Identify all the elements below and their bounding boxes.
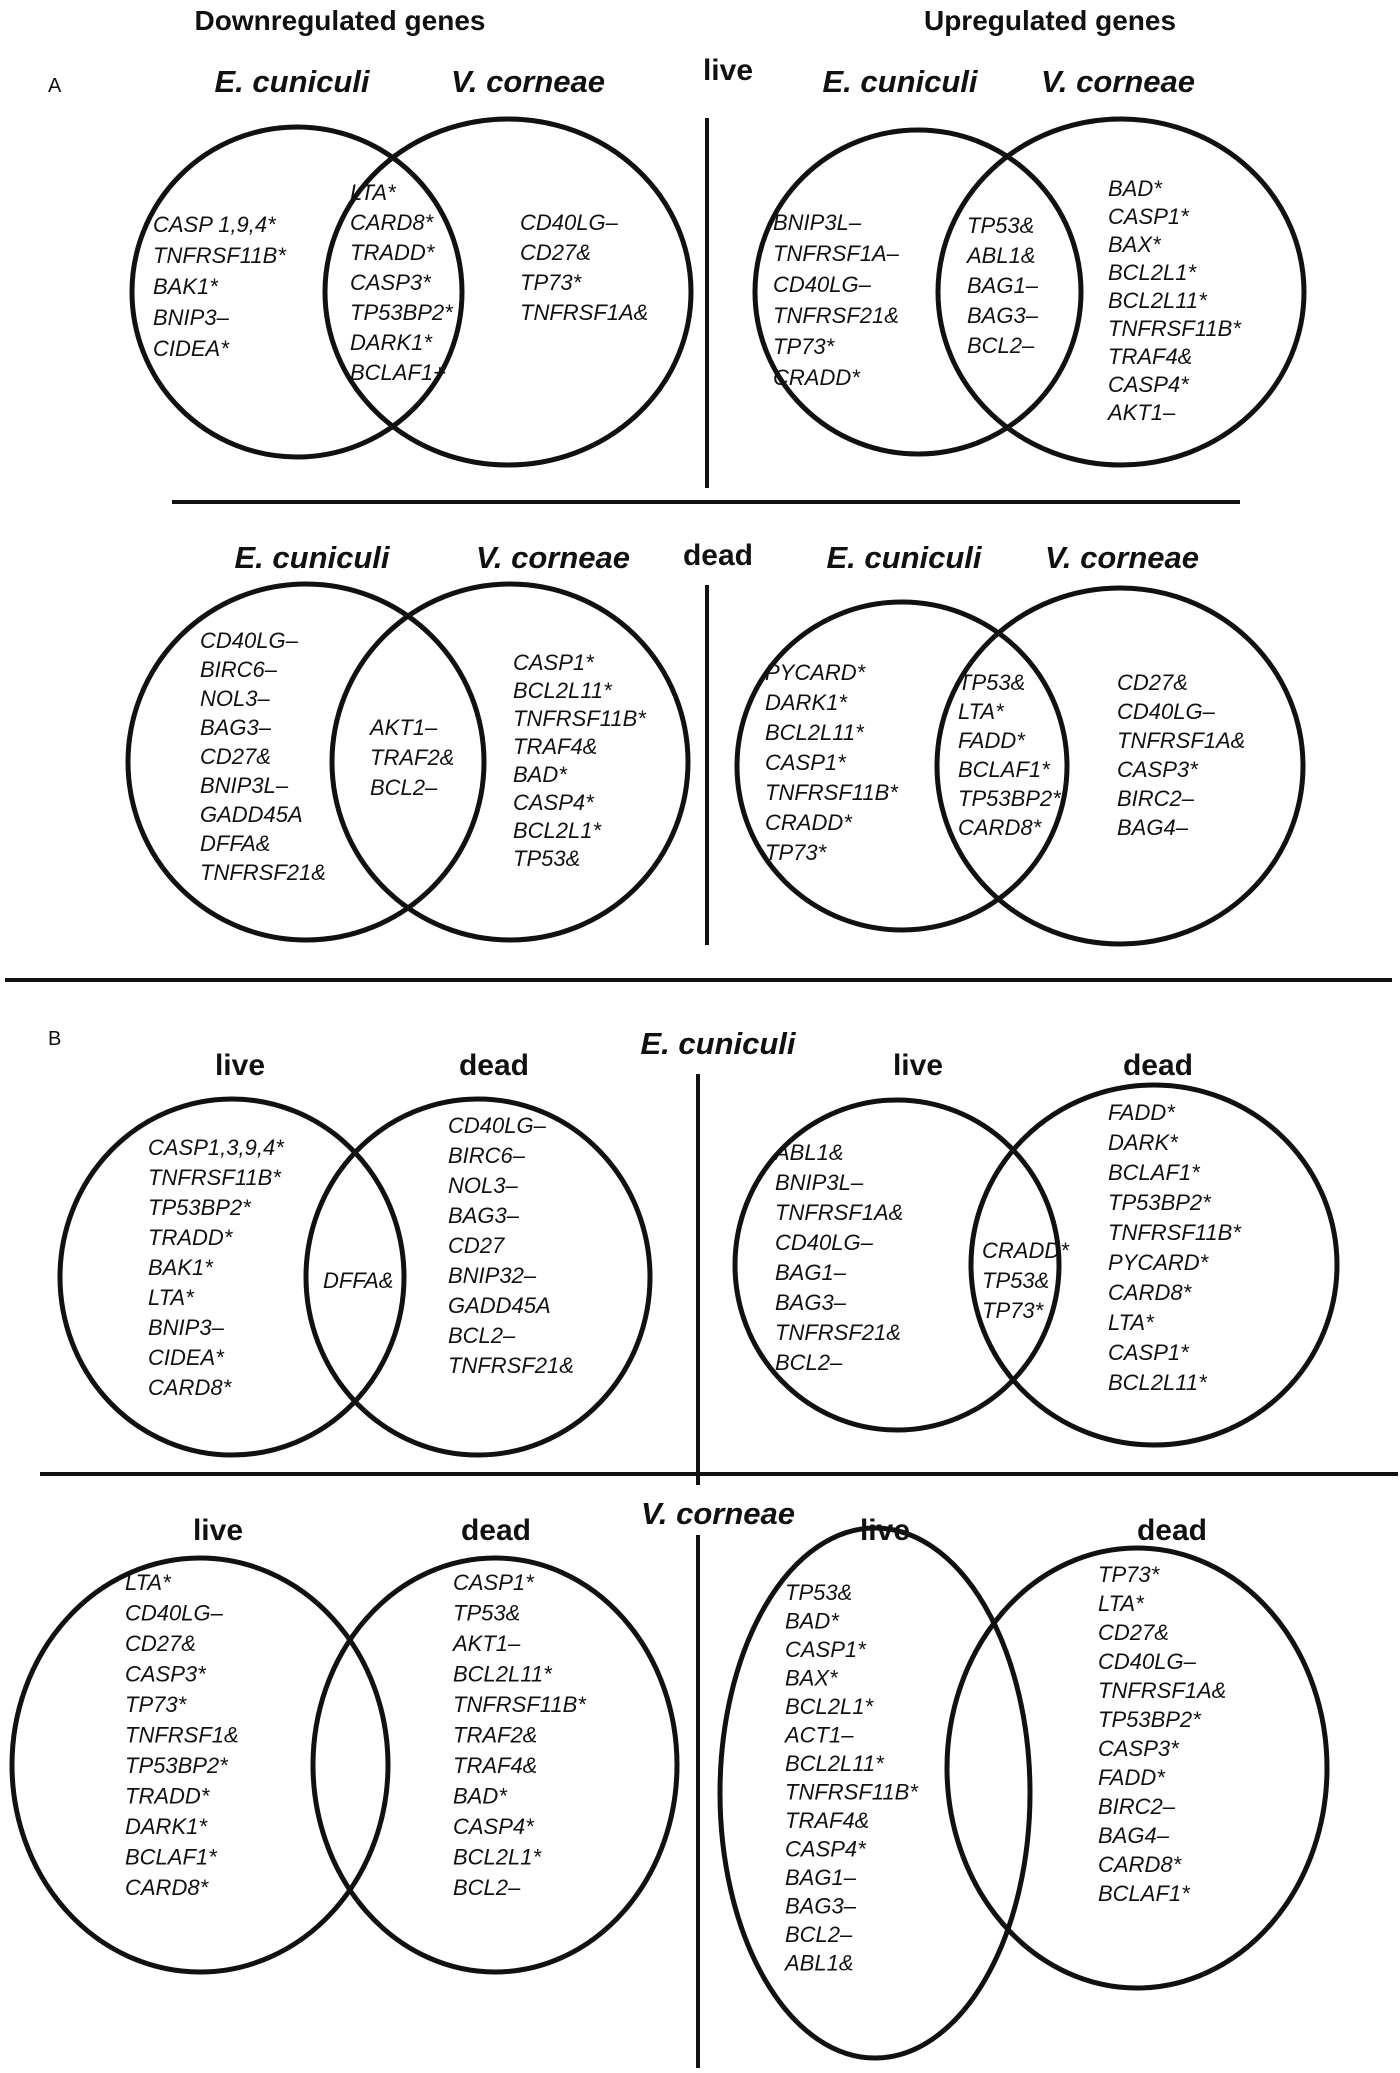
pb-ecun-down-right-only-gene-list [448,1113,574,1378]
gene-label: BCL2L11* [765,720,864,745]
gene-label: BNIP32– [448,1263,537,1288]
gene-label: ABL1& [775,1140,844,1165]
row-label-dead: dead [682,539,754,572]
gene-label: TP53BP2* [1108,1190,1211,1215]
venn-dead-up-right-title: V. corneae [1045,540,1199,575]
gene-label: BAG1– [785,1865,856,1890]
venn-live-up-left-title: E. cuniculi [822,64,978,99]
gene-label: BAG3– [448,1203,519,1228]
gene-label: CD27& [1098,1620,1169,1645]
gene-label: TRADD* [148,1225,233,1250]
gene-label: BIRC2– [1117,786,1195,811]
row-label-ecuniculi: E. cuniculi [640,1026,796,1061]
gene-label: CASP1* [1108,1340,1189,1365]
gene-label: CD27& [125,1631,196,1656]
pa-live-down-right-only-gene-list [520,210,648,325]
gene-label: TNFRSF11B* [453,1692,586,1717]
gene-label: BAG3– [200,715,271,740]
venn-live-down-left-title: E. cuniculi [214,64,370,99]
gene-label: CD27& [1117,670,1188,695]
gene-label: BAD* [513,762,567,787]
gene-label: TNFRSF1A– [773,241,899,266]
venn-dead-down-right-title: V. corneae [476,540,630,575]
gene-label: CASP3* [350,270,431,295]
gene-label: BCL2– [448,1323,516,1348]
gene-label: TNFRSF21& [200,860,326,885]
gene-label: TNFRSF21& [775,1320,901,1345]
gene-label: TRAF4& [453,1753,538,1778]
gene-label: DARK1* [125,1814,207,1839]
header-upregulated: Upregulated genes [923,5,1177,36]
header-downregulated: Downregulated genes [194,5,486,36]
gene-label: BCL2– [967,333,1035,358]
gene-label: PYCARD* [765,660,866,685]
venn-ecuniculi-up [735,1049,1337,1445]
gene-label: BCL2L11* [1108,1370,1207,1395]
gene-label: BCL2L11* [453,1661,552,1687]
gene-label: CASP4* [453,1814,534,1839]
gene-label: CD40LG– [1098,1649,1196,1674]
gene-label: CD27 [448,1233,505,1258]
gene-label: TP73* [765,840,827,865]
pb-vcor-down-left-only-gene-list [125,1570,239,1900]
venn-live-down-right-title: V. corneae [451,64,605,99]
gene-label: TNFRSF11B* [153,243,286,268]
gene-label: TRAF4& [785,1808,870,1833]
gene-label: GADD45A [448,1293,551,1318]
gene-label: TP53& [982,1268,1050,1293]
gene-label: FADD* [1098,1765,1165,1790]
gene-label: TP53BP2* [1098,1707,1201,1732]
gene-label: DARK1* [765,690,847,715]
gene-label: BAX* [785,1665,838,1691]
gene-label: BNIP3L– [200,773,289,798]
gene-label: TRAF4& [1108,344,1193,369]
pa-dead-up-right-only-gene-list [1117,670,1245,840]
gene-label: TP53& [785,1580,853,1605]
gene-label: TP53BP2* [125,1753,228,1778]
gene-label: TP53& [967,213,1035,238]
panel-a-letter: A [48,75,62,97]
gene-label: FADD* [958,728,1025,753]
gene-label: CASP1* [513,650,594,675]
gene-label: CARD8* [1098,1852,1182,1877]
gene-label: BCL2– [775,1350,843,1375]
gene-label: BIRC6– [200,657,278,682]
gene-label: TNFRSF21& [448,1353,574,1378]
gene-label: AKT1– [370,715,438,740]
gene-label: BAK1* [153,274,218,299]
pb-ecun-down-left-only-gene-list [148,1135,285,1400]
pa-live-up-overlap-gene-list [965,213,1039,358]
gene-label: BCL2L11* [513,678,612,703]
gene-label: FADD* [1108,1100,1175,1125]
gene-label: CASP4* [513,790,594,815]
gene-label: AKT1– [453,1631,521,1656]
gene-label: PYCARD* [1108,1250,1209,1275]
gene-label: CRADD* [773,365,860,390]
venn-ecuniculi-down-right-title: dead [458,1049,530,1082]
gene-label: LTA* [1098,1591,1144,1616]
venn-vcorneae-up-left-title: live [859,1514,911,1547]
gene-label: CD40LG– [775,1230,873,1255]
gene-label: BAG1– [775,1260,846,1285]
gene-label: TNFRSF1A& [1098,1678,1227,1703]
gene-label: CASP3* [1117,757,1198,782]
gene-label: CASP3* [1098,1736,1179,1761]
gene-label: BAK1* [148,1255,213,1280]
gene-label: BAG4– [1117,815,1188,840]
gene-label: BAD* [453,1783,507,1809]
venn-vcorneae-down [12,1514,677,1972]
pa-dead-up-left-only-gene-list [765,660,899,865]
gene-label: ABL1& [785,1950,854,1976]
gene-label: CD27& [520,240,591,265]
gene-label: BCLAF1+ [350,360,446,385]
pb-vcor-up-right-only-gene-list [1098,1562,1226,1906]
venn-live-up [755,64,1304,465]
pb-ecun-up-left-only-gene-list [773,1140,903,1375]
venn-ecuniculi-up-right-title: dead [1122,1049,1194,1082]
gene-label: BNIP3– [153,305,229,330]
gene-label: CARD8* [125,1875,209,1900]
gene-label: LTA* [125,1570,171,1595]
venn-ecuniculi-down [60,1049,650,1455]
gene-label: CRADD* [982,1238,1069,1263]
gene-label: LTA* [350,180,396,205]
gene-label: BCL2– [370,775,438,800]
gene-label: BCLAF1* [125,1844,217,1870]
venn-vcorneae-down-right-title: dead [460,1514,532,1547]
gene-label: BAX* [1108,232,1161,257]
gene-label: DARK* [1108,1130,1178,1155]
gene-label: BCLAF1* [958,757,1050,782]
gene-label: TP73* [520,270,582,295]
gene-label: ACT1– [785,1722,854,1748]
gene-label: BCL2L1* [513,818,602,843]
gene-label: BAG4– [1098,1823,1169,1848]
gene-label: BCL2L11* [1108,288,1207,313]
gene-label: NOL3– [200,686,270,711]
pb-vcor-up-left-only-gene-list [783,1580,919,1976]
gene-label: BAD* [1108,176,1162,201]
gene-label: BNIP3– [148,1315,224,1340]
gene-label: AKT1– [1108,400,1176,425]
gene-label: ABL1& [967,243,1036,268]
gene-label: TNFRSF1A& [775,1200,904,1225]
gene-label: TP53BP2* [350,300,453,325]
gene-label: TP73* [1098,1562,1160,1587]
gene-label: TP53& [453,1600,521,1626]
pa-dead-up-overlap-gene-list [958,670,1062,840]
gene-label: TNFRSF11B* [1108,316,1241,341]
gene-label: CD27& [200,744,271,769]
gene-label: LTA* [1108,1310,1154,1335]
gene-label: DFFA& [323,1268,394,1293]
gene-label: BCL2– [453,1875,521,1900]
gene-label: TNFRSF21& [773,303,899,328]
gene-label: CASP1,3,9,4* [148,1135,284,1160]
gene-label: LTA* [148,1285,194,1310]
pb-ecun-up-right-only-gene-list [1108,1100,1242,1395]
gene-label: CARD8* [350,210,434,235]
gene-label: TNFRSF1A& [1117,728,1246,753]
gene-label: TP53BP2* [148,1195,251,1220]
row-label-live: live [702,54,754,87]
panel-b-letter: B [48,1028,62,1050]
gene-label: CIDEA* [148,1345,224,1370]
gene-label: CASP1* [1108,204,1189,229]
gene-label: TRAF2& [453,1722,538,1748]
gene-label: CD40LG– [448,1113,546,1138]
gene-label: CD40LG– [773,272,871,297]
gene-label: CD40LG– [520,210,618,235]
gene-label: CASP3* [125,1661,206,1687]
gene-label: BAG3– [967,303,1038,328]
gene-label: CD40LG– [125,1600,223,1626]
venn-vcorneae-up-right-title: dead [1136,1514,1208,1547]
gene-label: BAG3– [775,1290,846,1315]
gene-label: TNFRSF11B* [148,1165,281,1190]
gene-label: DARK1* [350,330,432,355]
pb-vcor-down-right-only-gene-list [451,1570,587,1900]
gene-label: LTA* [958,699,1004,724]
gene-label: BNIP3L– [775,1170,864,1195]
gene-label: CARD8* [1108,1280,1192,1305]
gene-label: TP53& [958,670,1026,695]
venn-ecuniculi-up-left-title: live [892,1049,944,1082]
gene-label: TNFRSF1A& [520,300,649,325]
gene-label: TP53& [513,846,581,871]
gene-label: DFFA& [200,831,271,856]
gene-label: TP73* [125,1692,187,1717]
gene-label: NOL3– [448,1173,518,1198]
gene-label: TNFRSF11B* [1108,1220,1241,1245]
gene-label: CASP4* [785,1836,866,1862]
gene-label: TP73* [773,334,835,359]
gene-label: TRADD* [125,1783,210,1809]
pa-live-up-left-only-gene-list [773,210,900,390]
pa-live-down-left-only-gene-list [153,212,287,361]
venn-dead-up-left-title: E. cuniculi [826,540,982,575]
gene-label: TRAF2& [370,745,455,770]
venn-vcorneae-up [720,1514,1327,2058]
pa-live-up-right-only-gene-list [1106,176,1242,425]
gene-label: CRADD* [765,810,852,835]
gene-label: CD40LG– [1117,699,1215,724]
venn-live-down [132,64,691,465]
pa-dead-down-left-only-gene-list [200,628,326,885]
row-label-vcorneae: V. corneae [641,1496,795,1531]
gene-label: BIRC6– [448,1143,526,1168]
gene-label: BCL2L1* [453,1844,542,1870]
gene-label: CD40LG– [200,628,298,653]
gene-label: BCLAF1* [1108,1160,1200,1185]
venn-dead-up [737,540,1303,944]
gene-label: TP73* [982,1298,1044,1323]
gene-label: GADD45A [200,802,303,827]
pb-ecun-down-overlap-gene-list [323,1268,393,1293]
venn-dead-down-left-title: E. cuniculi [234,540,390,575]
gene-label: CARD8* [148,1375,232,1400]
pa-dead-down-right-only-gene-list [513,650,647,871]
gene-label: CASP1* [785,1637,866,1662]
gene-label: BCL2L11* [785,1751,884,1776]
venn-live-up-right-title: V. corneae [1041,64,1195,99]
gene-label: CIDEA* [153,336,229,361]
gene-label: CASP4* [1108,372,1189,397]
gene-label: BCLAF1* [1098,1881,1190,1906]
venn-vcorneae-down-left-title: live [192,1514,244,1547]
venn-ecuniculi-down-left-title: live [214,1049,266,1082]
gene-label: TNFRSF11B* [765,780,898,805]
gene-label: TRAF4& [513,734,598,759]
gene-label: CASP1* [453,1570,534,1595]
gene-label: BAG1– [967,273,1038,298]
gene-label: TP53BP2* [958,786,1061,811]
gene-label: CASP 1,9,4* [153,212,276,237]
gene-label: BAD* [785,1608,839,1634]
gene-label: BCL2L1* [785,1694,874,1719]
gene-label: CARD8* [958,815,1042,840]
gene-label: BIRC2– [1098,1794,1176,1819]
gene-label: TNFRSF11B* [513,706,646,731]
gene-label: BAG3– [785,1893,856,1919]
gene-label: BCL2L1* [1108,260,1197,285]
gene-label: BNIP3L– [773,210,862,235]
venn-dead-down [128,540,688,940]
gene-label: TNFRSF11B* [785,1779,918,1805]
gene-label: TNFRSF1& [125,1722,239,1748]
pa-dead-down-overlap-gene-list [368,715,454,800]
gene-label: TRADD* [350,240,435,265]
gene-label: BCL2– [785,1922,853,1947]
gene-label: CASP1* [765,750,846,775]
